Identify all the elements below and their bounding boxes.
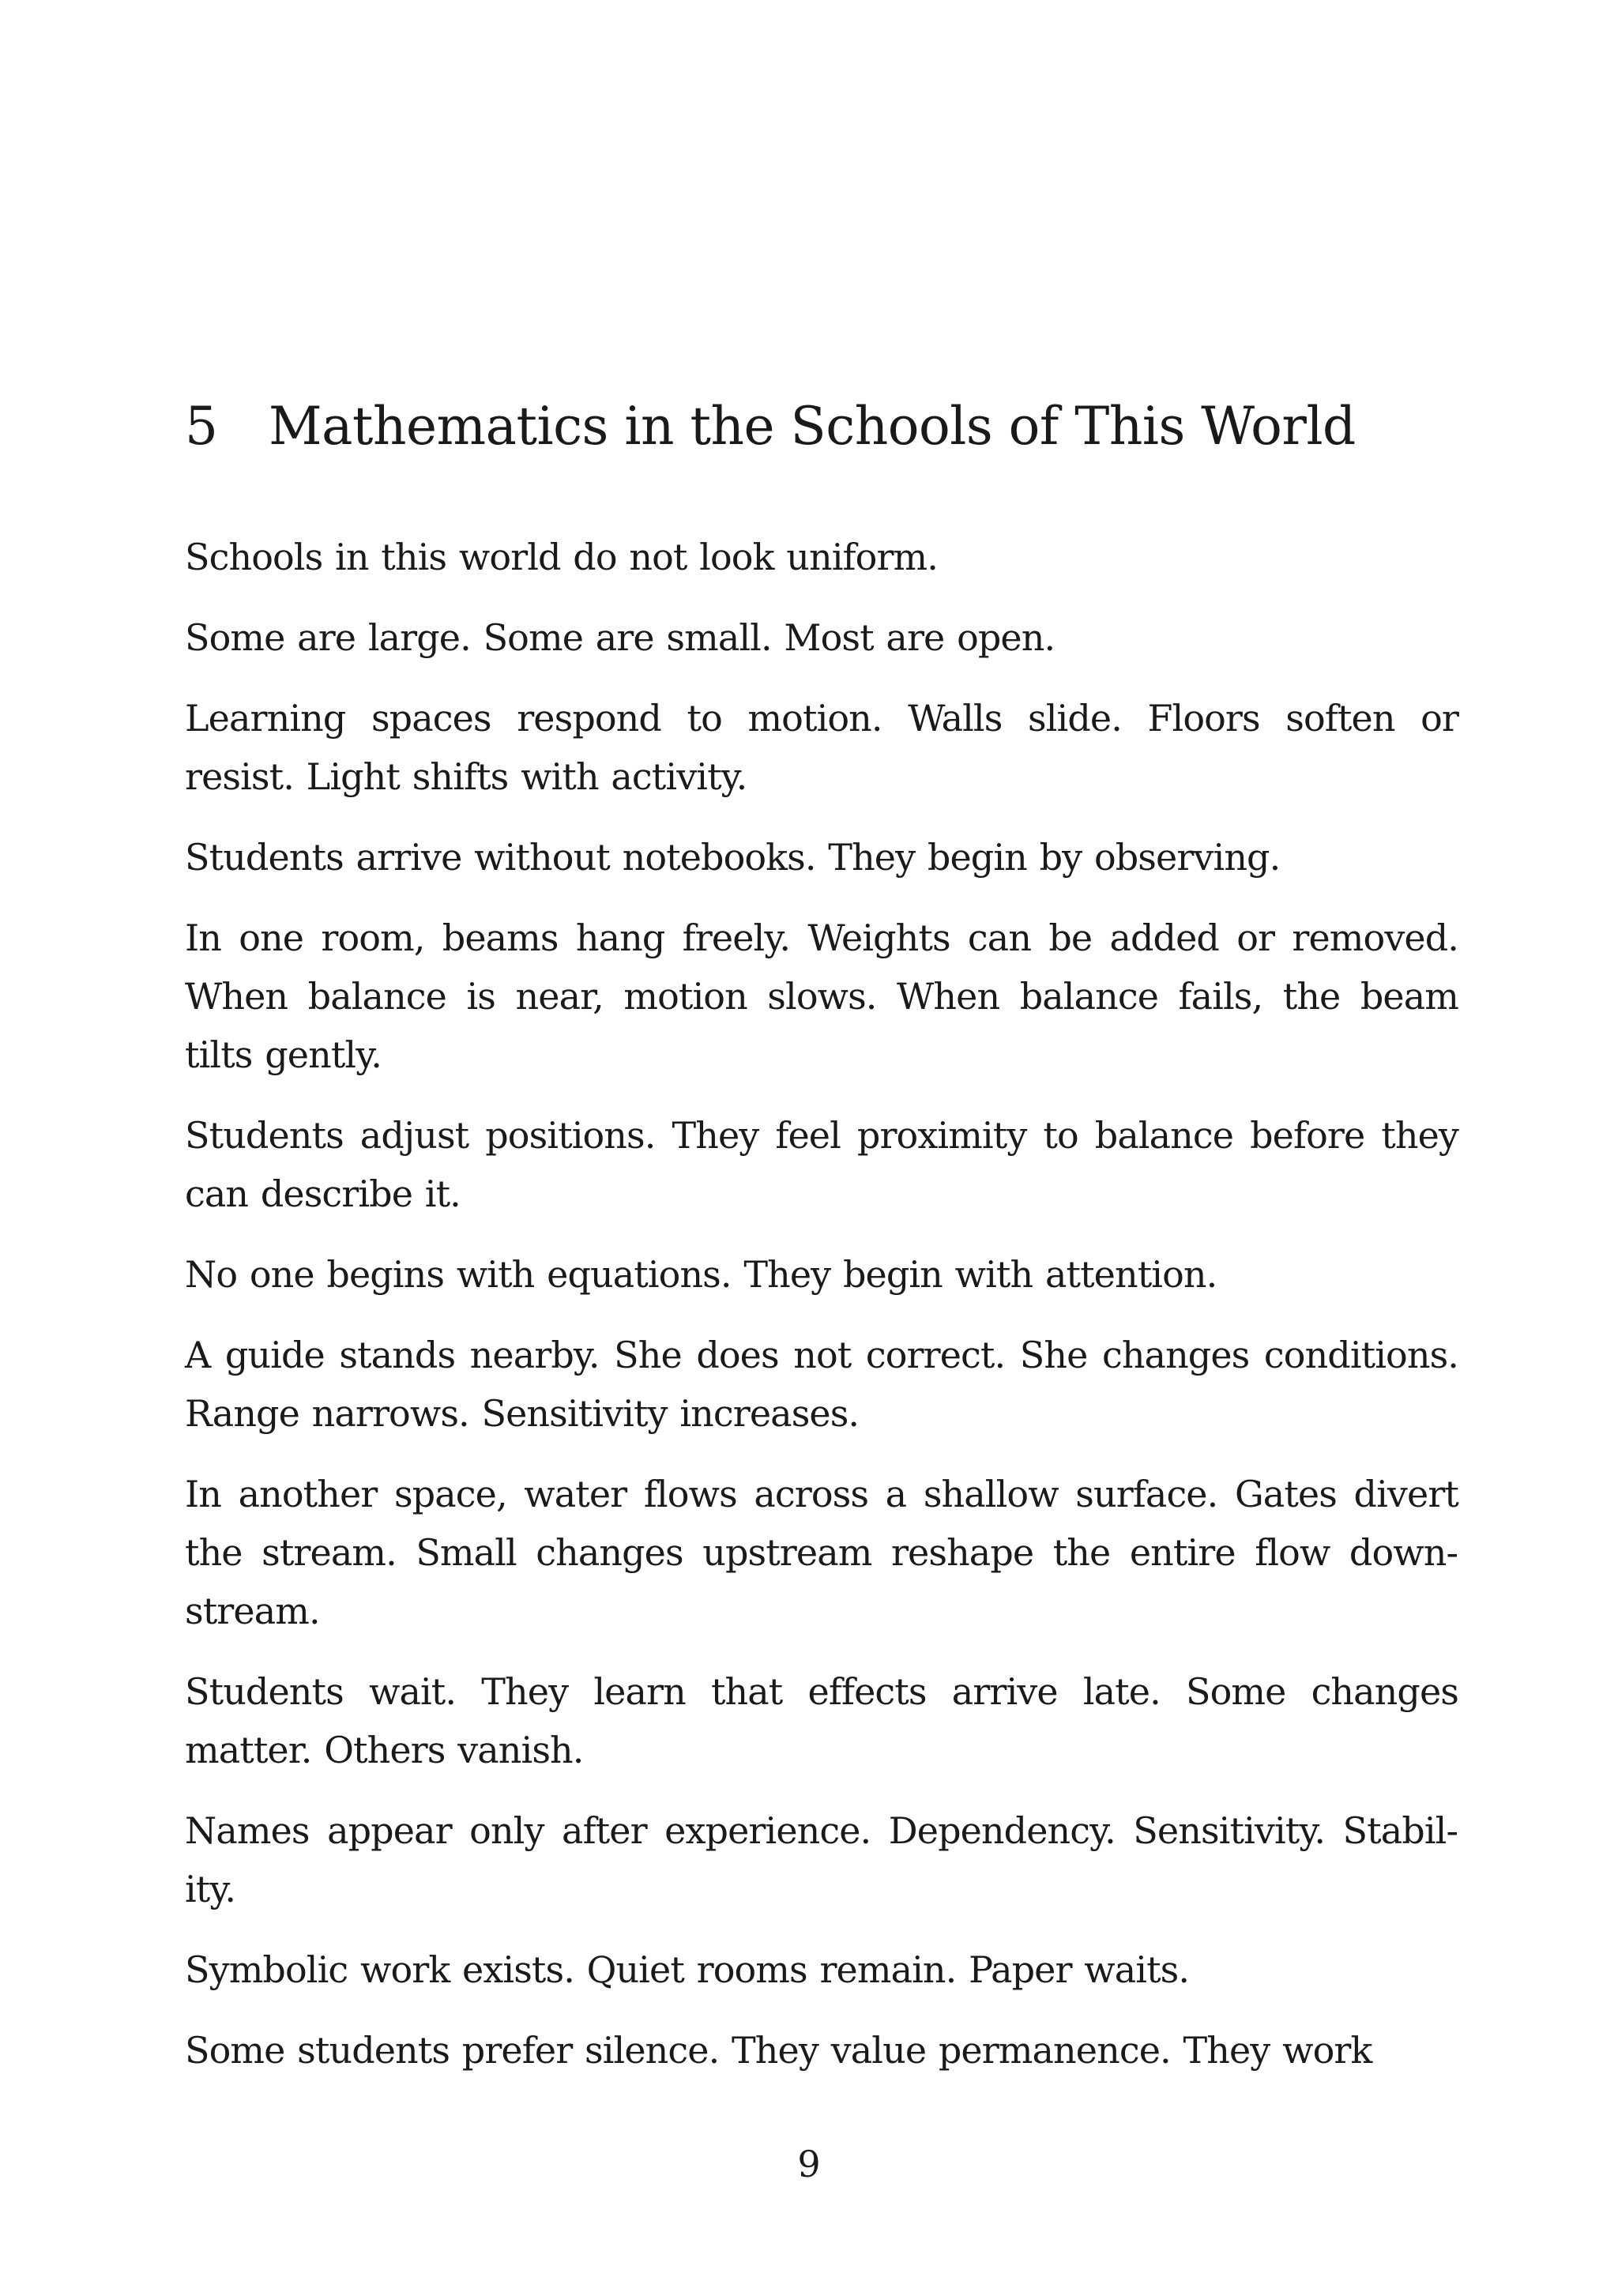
- page-number: 9: [797, 2143, 821, 2185]
- body-text: [185, 528, 1458, 2102]
- paragraph: A guide stands nearby. She does not correct. She changes conditions. Range narrows. Sensitivity increases.: [185, 1334, 1458, 1435]
- paragraph: In another space, water flows across a shallow surface. Gates divert the stream. Small changes upstream reshape the entire flow downstream.: [185, 1473, 1458, 1632]
- section-title: Mathematics in the Schools of This World: [269, 396, 1356, 457]
- section-heading: [185, 389, 1457, 465]
- section-number: 5: [185, 396, 218, 457]
- paragraph: Symbolic work exists. Quiet rooms remain. Paper waits.: [185, 1948, 1190, 1991]
- paragraph: Students adjust positions. They feel proximity to balance before they can describe it.: [185, 1114, 1458, 1215]
- paragraph: Names appear only after experience. Dependency. Sensitivity. Stability.: [185, 1809, 1458, 1910]
- paragraph: Students wait. They learn that effects arrive late. Some changes matter. Others vanish.: [185, 1670, 1458, 1771]
- paragraph: Students arrive without notebooks. They begin by observing.: [185, 836, 1281, 879]
- paragraph: Some are large. Some are small. Most are open.: [185, 616, 1055, 659]
- paragraph: Learning spaces respond to motion. Walls slide. Floors soften or resist. Light shifts with activity.: [185, 697, 1458, 798]
- paragraph: In one room, beams hang freely. Weights can be added or removed. When balance is near, motion slows. When balance fails, the beam tilts gently.: [185, 917, 1458, 1076]
- paragraph: No one begins with equations. They begin with attention.: [185, 1253, 1217, 1296]
- paragraph: Some students prefer silence. They value permanence. They work: [185, 2029, 1372, 2072]
- paragraph: Schools in this world do not look uniform.: [185, 536, 938, 578]
